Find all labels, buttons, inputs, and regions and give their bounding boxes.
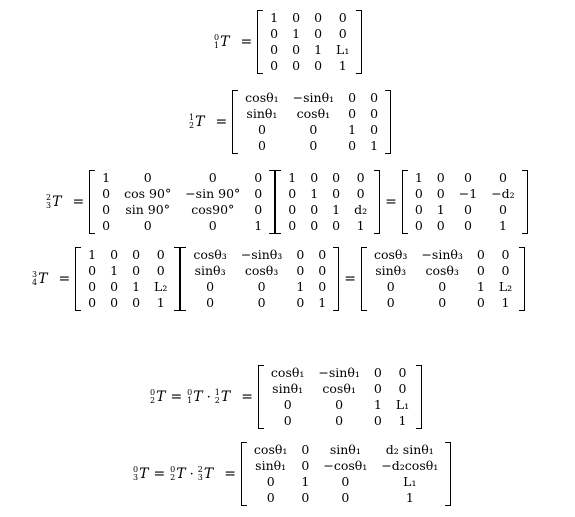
frame-subscript: 2 xyxy=(150,396,156,405)
matrix-row xyxy=(186,247,333,263)
matrix-cell: cosθ₃ xyxy=(373,247,408,262)
matrix-cell: 0 xyxy=(254,202,263,217)
matrix-cell: 0 xyxy=(370,122,379,137)
matrix-row xyxy=(186,263,333,279)
equation-lhs xyxy=(189,114,204,130)
matrix-cell: cosθ₃ xyxy=(244,263,279,278)
transform-letter: T xyxy=(139,466,149,482)
frame-superscript: 0 xyxy=(170,465,176,474)
matrix-cell: 0 xyxy=(257,138,266,153)
matrix-cell: 0 xyxy=(398,381,407,396)
matrix-row xyxy=(264,413,416,429)
matrix-cell: sinθ₁ xyxy=(246,106,278,121)
transform-letter: T xyxy=(193,389,203,405)
matrix-table xyxy=(95,170,269,234)
matrix-cell: 1 xyxy=(318,295,327,310)
frame-subscript: 3 xyxy=(197,473,203,482)
matrix-cell: sin 90° xyxy=(125,202,170,217)
matrix-row xyxy=(81,247,174,263)
matrix-cell: 1 xyxy=(110,263,119,278)
matrix-cell: 0 xyxy=(309,138,318,153)
matrix xyxy=(257,10,362,74)
frame-indices xyxy=(198,466,203,482)
matrix-cell: 0 xyxy=(296,263,305,278)
transform-symbol xyxy=(187,389,202,405)
matrix-cell: 1 xyxy=(398,413,407,428)
transform-symbol xyxy=(133,466,148,482)
matrix-cell: 1 xyxy=(405,490,414,505)
matrix-cell: 0 xyxy=(348,138,357,153)
matrix-cell: 0 xyxy=(310,218,319,233)
matrix-cell: −sinθ₁ xyxy=(318,365,360,380)
matrix-cell: cosθ₁ xyxy=(296,106,331,121)
matrix-cell: 0 xyxy=(318,247,327,262)
matrix-cell: 0 xyxy=(370,106,379,121)
frame-subscript: 1 xyxy=(214,41,220,50)
frame-indices xyxy=(150,389,155,405)
frame-subscript: 2 xyxy=(189,121,195,130)
matrix-cell: 0 xyxy=(102,218,111,233)
matrix-cell: 0 xyxy=(332,170,341,185)
matrix-cell: −1 xyxy=(458,186,478,201)
equals-sign: = xyxy=(344,271,356,287)
matrix-row xyxy=(408,170,522,186)
matrix-cell: cosθ₁ xyxy=(270,365,305,380)
transform-letter: T xyxy=(52,194,62,210)
matrix-row xyxy=(263,10,356,26)
matrix-row xyxy=(186,295,333,311)
matrix-cell: 0 xyxy=(436,218,445,233)
matrix-row xyxy=(263,42,356,58)
matrix-cell: 0 xyxy=(463,170,472,185)
transform-symbol xyxy=(198,466,213,482)
matrix-cell: 0 xyxy=(501,247,510,262)
matrix-cell: cosθ₃ xyxy=(193,247,227,262)
matrix-cell: cos 90° xyxy=(124,186,172,201)
matrix-cell: −d₂cosθ₁ xyxy=(381,458,439,473)
matrix-cell: 0 xyxy=(292,10,301,25)
matrix-cell: 0 xyxy=(386,279,395,294)
frame-superscript: 0 xyxy=(214,33,220,42)
equation-T03 xyxy=(133,442,451,506)
matrix-cell: 0 xyxy=(414,202,423,217)
matrix-cell: 1 xyxy=(270,10,279,25)
matrix-cell: 0 xyxy=(463,202,472,217)
matrix-cell: 0 xyxy=(398,365,407,380)
matrix-cell: 0 xyxy=(206,279,215,294)
matrix-cell: 0 xyxy=(288,218,297,233)
matrix-row xyxy=(281,218,374,234)
matrix-cell: sinθ₃ xyxy=(194,263,226,278)
matrix-row xyxy=(247,474,445,490)
matrix-table xyxy=(264,365,416,429)
matrix-cell: L₁ xyxy=(395,397,410,412)
matrix-cell: 0 xyxy=(132,247,141,262)
matrix-cell: 0 xyxy=(438,295,447,310)
matrix-cell: 0 xyxy=(314,26,323,41)
equation-lhs xyxy=(32,271,47,287)
frame-superscript: 1 xyxy=(189,113,195,122)
matrix-cell: 0 xyxy=(88,295,97,310)
matrix-cell: 0 xyxy=(414,186,423,201)
equals-sign: = xyxy=(170,389,183,405)
matrix xyxy=(180,247,339,311)
matrix-cell: 0 xyxy=(257,295,266,310)
matrix-cell: 0 xyxy=(310,170,319,185)
frame-subscript: 1 xyxy=(187,396,193,405)
matrix-table xyxy=(281,170,374,234)
matrix-cell: 0 xyxy=(348,106,357,121)
matrix-cell: −sin 90° xyxy=(185,186,241,201)
matrix-cell: 1 xyxy=(301,474,310,489)
matrix-cell: 0 xyxy=(338,10,347,25)
matrix-cell: 0 xyxy=(314,58,323,73)
matrix xyxy=(232,90,391,154)
matrix-row xyxy=(95,170,269,186)
equation-lhs xyxy=(150,389,230,405)
matrix-cell: −sinθ₃ xyxy=(421,247,463,262)
matrix-row xyxy=(95,218,269,234)
matrix-cell: 0 xyxy=(498,170,507,185)
matrix-cell: 0 xyxy=(283,397,292,412)
frame-indices xyxy=(46,194,51,210)
transform-symbol xyxy=(189,114,204,130)
matrix-cell: 1 xyxy=(498,218,507,233)
matrix-row xyxy=(81,279,174,295)
matrix xyxy=(75,247,180,311)
equals-sign: = xyxy=(58,271,71,287)
matrix-cell: 0 xyxy=(143,170,152,185)
matrix-cell: 0 xyxy=(208,170,217,185)
matrix-cell: 0 xyxy=(206,295,215,310)
matrix-cell: 0 xyxy=(132,263,141,278)
matrix-cell: 0 xyxy=(476,263,485,278)
frame-indices xyxy=(133,466,138,482)
matrix-table xyxy=(247,442,445,506)
transform-letter: T xyxy=(220,389,231,405)
frame-indices xyxy=(214,34,219,50)
matrix-cell: 1 xyxy=(314,42,323,57)
matrix-cell: 1 xyxy=(156,295,165,310)
transform-letter: T xyxy=(195,114,205,130)
equals-sign: = xyxy=(241,389,253,405)
matrix-cell: 0 xyxy=(373,365,382,380)
matrix-cell: 0 xyxy=(386,295,395,310)
matrix-cell: 0 xyxy=(370,90,379,105)
matrix-row xyxy=(186,279,333,295)
matrix xyxy=(241,442,451,506)
matrix-cell: 1 xyxy=(132,279,141,294)
transform-letter: T xyxy=(220,34,230,50)
matrix-cell: 1 xyxy=(370,138,379,153)
equals-sign: = xyxy=(385,194,397,210)
matrix-cell: cosθ₃ xyxy=(425,263,459,278)
matrix-row xyxy=(81,295,174,311)
matrix-cell: 0 xyxy=(341,490,350,505)
equation-T02 xyxy=(150,365,422,429)
matrix-table xyxy=(81,247,174,311)
equals-sign: = xyxy=(72,194,85,210)
matrix-row xyxy=(238,106,385,122)
matrix-cell: 0 xyxy=(270,42,279,57)
matrix-row xyxy=(367,247,519,263)
dot-operator: · xyxy=(189,466,194,482)
matrix-cell: 0 xyxy=(156,247,165,262)
matrix-cell: d₂ xyxy=(354,202,368,217)
matrix-cell: 1 xyxy=(373,397,382,412)
frame-indices xyxy=(32,271,37,287)
transform-symbol xyxy=(214,34,229,50)
matrix-cell: 0 xyxy=(156,263,165,278)
matrix-cell: 0 xyxy=(301,442,310,457)
matrix-cell: 0 xyxy=(335,397,344,412)
matrix-row xyxy=(264,397,416,413)
matrix-row xyxy=(408,186,522,202)
equation-T01 xyxy=(214,10,362,74)
matrix-cell: 1 xyxy=(501,295,510,310)
matrix-cell: 0 xyxy=(110,247,119,262)
transform-letter: T xyxy=(38,271,48,287)
frame-superscript: 0 xyxy=(187,388,193,397)
matrix-cell: 0 xyxy=(257,279,266,294)
matrix-cell: 0 xyxy=(332,186,341,201)
matrix-cell: sinθ₁ xyxy=(329,442,361,457)
matrix-cell: 0 xyxy=(283,413,292,428)
matrix-cell: 0 xyxy=(254,186,263,201)
matrix-cell: 0 xyxy=(501,263,510,278)
matrix-cell: −sinθ₁ xyxy=(292,90,335,105)
equation-T23 xyxy=(46,170,528,234)
matrix-cell: 1 xyxy=(296,279,305,294)
matrix-cell: sinθ₁ xyxy=(255,458,287,473)
matrix-cell: 0 xyxy=(356,186,365,201)
matrix-cell: 0 xyxy=(335,413,344,428)
matrix-row xyxy=(263,26,356,42)
matrix-row xyxy=(247,442,445,458)
matrix-cell: 0 xyxy=(288,202,297,217)
transform-symbol xyxy=(150,389,165,405)
matrix-cell: d₂ sinθ₁ xyxy=(385,442,434,457)
matrix-cell: 0 xyxy=(266,490,275,505)
matrix-cell: 0 xyxy=(88,263,97,278)
equals-sign: = xyxy=(240,34,253,50)
dot-operator: · xyxy=(206,389,211,405)
matrix-cell: 0 xyxy=(110,295,119,310)
matrix-cell: 0 xyxy=(292,42,301,57)
matrix-cell: 1 xyxy=(88,247,97,262)
matrix-cell: sinθ₁ xyxy=(272,381,304,396)
matrix-cell: 1 xyxy=(436,202,445,217)
matrix-cell: cosθ₁ xyxy=(245,90,279,105)
matrix-cell: 0 xyxy=(373,381,382,396)
matrix-cell: 0 xyxy=(341,474,350,489)
matrix-cell: 0 xyxy=(266,474,275,489)
matrix-row xyxy=(408,202,522,218)
matrix-cell: −cosθ₁ xyxy=(323,458,368,473)
matrix xyxy=(89,170,275,234)
matrix-cell: 1 xyxy=(476,279,485,294)
matrix-row xyxy=(95,186,269,202)
frame-superscript: 0 xyxy=(133,465,139,474)
matrix xyxy=(402,170,528,234)
matrix-row xyxy=(264,381,416,397)
matrix xyxy=(275,170,380,234)
matrix-cell: 0 xyxy=(414,218,423,233)
matrix-cell: 0 xyxy=(476,247,485,262)
matrix xyxy=(361,247,525,311)
matrix-table xyxy=(367,247,519,311)
matrix-cell: 0 xyxy=(318,263,327,278)
matrix-cell: L₁ xyxy=(336,42,350,57)
matrix-row xyxy=(408,218,522,234)
matrix-cell: −d₂ xyxy=(491,186,515,201)
frame-subscript: 4 xyxy=(32,278,38,287)
matrix-cell: −sinθ₃ xyxy=(240,247,283,262)
matrix-cell: 0 xyxy=(463,218,472,233)
matrix-cell: 0 xyxy=(436,170,445,185)
matrix-cell: 1 xyxy=(310,186,319,201)
matrix-row xyxy=(81,263,174,279)
transform-letter: T xyxy=(203,466,214,482)
frame-subscript: 3 xyxy=(46,201,52,210)
matrix-cell: 0 xyxy=(338,26,347,41)
matrix-row xyxy=(367,295,519,311)
matrix-cell: 0 xyxy=(498,202,507,217)
matrix-cell: 0 xyxy=(257,122,266,137)
matrix-cell: 1 xyxy=(292,26,301,41)
matrix-cell: 0 xyxy=(132,295,141,310)
transform-letter: T xyxy=(176,466,186,482)
matrix-row xyxy=(281,170,374,186)
matrix-cell: 0 xyxy=(270,26,279,41)
matrix-cell: cosθ₁ xyxy=(322,381,356,396)
equation-lhs xyxy=(46,194,61,210)
matrix-cell: 0 xyxy=(301,458,310,473)
frame-subscript: 2 xyxy=(214,396,220,405)
matrix-cell: L₂ xyxy=(154,279,168,294)
matrix-cell: L₂ xyxy=(498,279,513,294)
matrix-cell: 0 xyxy=(436,186,445,201)
matrix-cell: 0 xyxy=(88,279,97,294)
frame-indices xyxy=(215,389,220,405)
frame-superscript: 2 xyxy=(46,193,52,202)
matrix-row xyxy=(247,458,445,474)
matrix-cell: 0 xyxy=(348,90,357,105)
equation-lhs xyxy=(133,466,213,482)
matrix-cell: 1 xyxy=(356,218,365,233)
matrix xyxy=(258,365,422,429)
matrix-row xyxy=(263,58,356,74)
frame-superscript: 2 xyxy=(197,465,203,474)
matrix-cell: 0 xyxy=(102,202,111,217)
matrix-table xyxy=(263,10,356,74)
matrix-cell: 0 xyxy=(110,279,119,294)
matrix-cell: 0 xyxy=(296,295,305,310)
frame-indices xyxy=(187,389,192,405)
matrix-cell: 0 xyxy=(309,122,318,137)
matrix-cell: 0 xyxy=(292,58,301,73)
equals-sign: = xyxy=(153,466,166,482)
matrix-cell: 0 xyxy=(438,279,447,294)
matrix-row xyxy=(238,138,385,154)
matrix-cell: 1 xyxy=(348,122,357,137)
equals-sign: = xyxy=(224,466,236,482)
transform-symbol xyxy=(170,466,185,482)
matrix-row xyxy=(367,263,519,279)
frame-superscript: 3 xyxy=(32,270,38,279)
transform-symbol xyxy=(46,194,61,210)
matrix-cell: 1 xyxy=(254,218,263,233)
equation-T12 xyxy=(189,90,391,154)
equation-T34 xyxy=(32,247,525,311)
matrix-cell: 0 xyxy=(356,170,365,185)
matrix-row xyxy=(281,202,374,218)
matrix-cell: 1 xyxy=(338,58,347,73)
frame-subscript: 3 xyxy=(133,473,139,482)
matrix-row xyxy=(367,279,519,295)
matrix-cell: L₁ xyxy=(403,474,417,489)
matrix-row xyxy=(281,186,374,202)
matrix-cell: 1 xyxy=(288,170,297,185)
transform-symbol xyxy=(32,271,47,287)
matrix-cell: 0 xyxy=(373,413,382,428)
matrix-row xyxy=(95,202,269,218)
matrix-row xyxy=(238,122,385,138)
matrix-cell: 1 xyxy=(102,170,111,185)
frame-superscript: 1 xyxy=(214,388,220,397)
matrix-cell: 0 xyxy=(301,490,310,505)
transform-letter: T xyxy=(156,389,166,405)
matrix-cell: 0 xyxy=(143,218,152,233)
matrix-cell: 0 xyxy=(318,279,327,294)
matrix-cell: 0 xyxy=(102,186,111,201)
matrix-cell: 0 xyxy=(296,247,305,262)
matrix-cell: 0 xyxy=(314,10,323,25)
transform-symbol xyxy=(215,389,230,405)
matrix-cell: 0 xyxy=(332,218,341,233)
frame-superscript: 0 xyxy=(150,388,156,397)
matrix-cell: 0 xyxy=(476,295,485,310)
frame-indices xyxy=(170,466,175,482)
matrix-row xyxy=(264,365,416,381)
matrix-table xyxy=(186,247,333,311)
matrix-cell: 0 xyxy=(270,58,279,73)
matrix-cell: 1 xyxy=(414,170,423,185)
matrix-row xyxy=(247,490,445,506)
frame-indices xyxy=(189,114,194,130)
matrix-cell: sinθ₃ xyxy=(375,263,407,278)
matrix-cell: cosθ₁ xyxy=(253,442,288,457)
matrix-table xyxy=(408,170,522,234)
frame-subscript: 2 xyxy=(170,473,176,482)
matrix-cell: 0 xyxy=(208,218,217,233)
matrix-cell: 1 xyxy=(332,202,341,217)
matrix-table xyxy=(238,90,385,154)
equation-lhs xyxy=(214,34,229,50)
matrix-cell: 0 xyxy=(254,170,263,185)
matrix-row xyxy=(238,90,385,106)
matrix-cell: 0 xyxy=(288,186,297,201)
matrix-cell: cos90° xyxy=(191,202,235,217)
matrix-cell: 0 xyxy=(310,202,319,217)
equals-sign: = xyxy=(215,114,228,130)
